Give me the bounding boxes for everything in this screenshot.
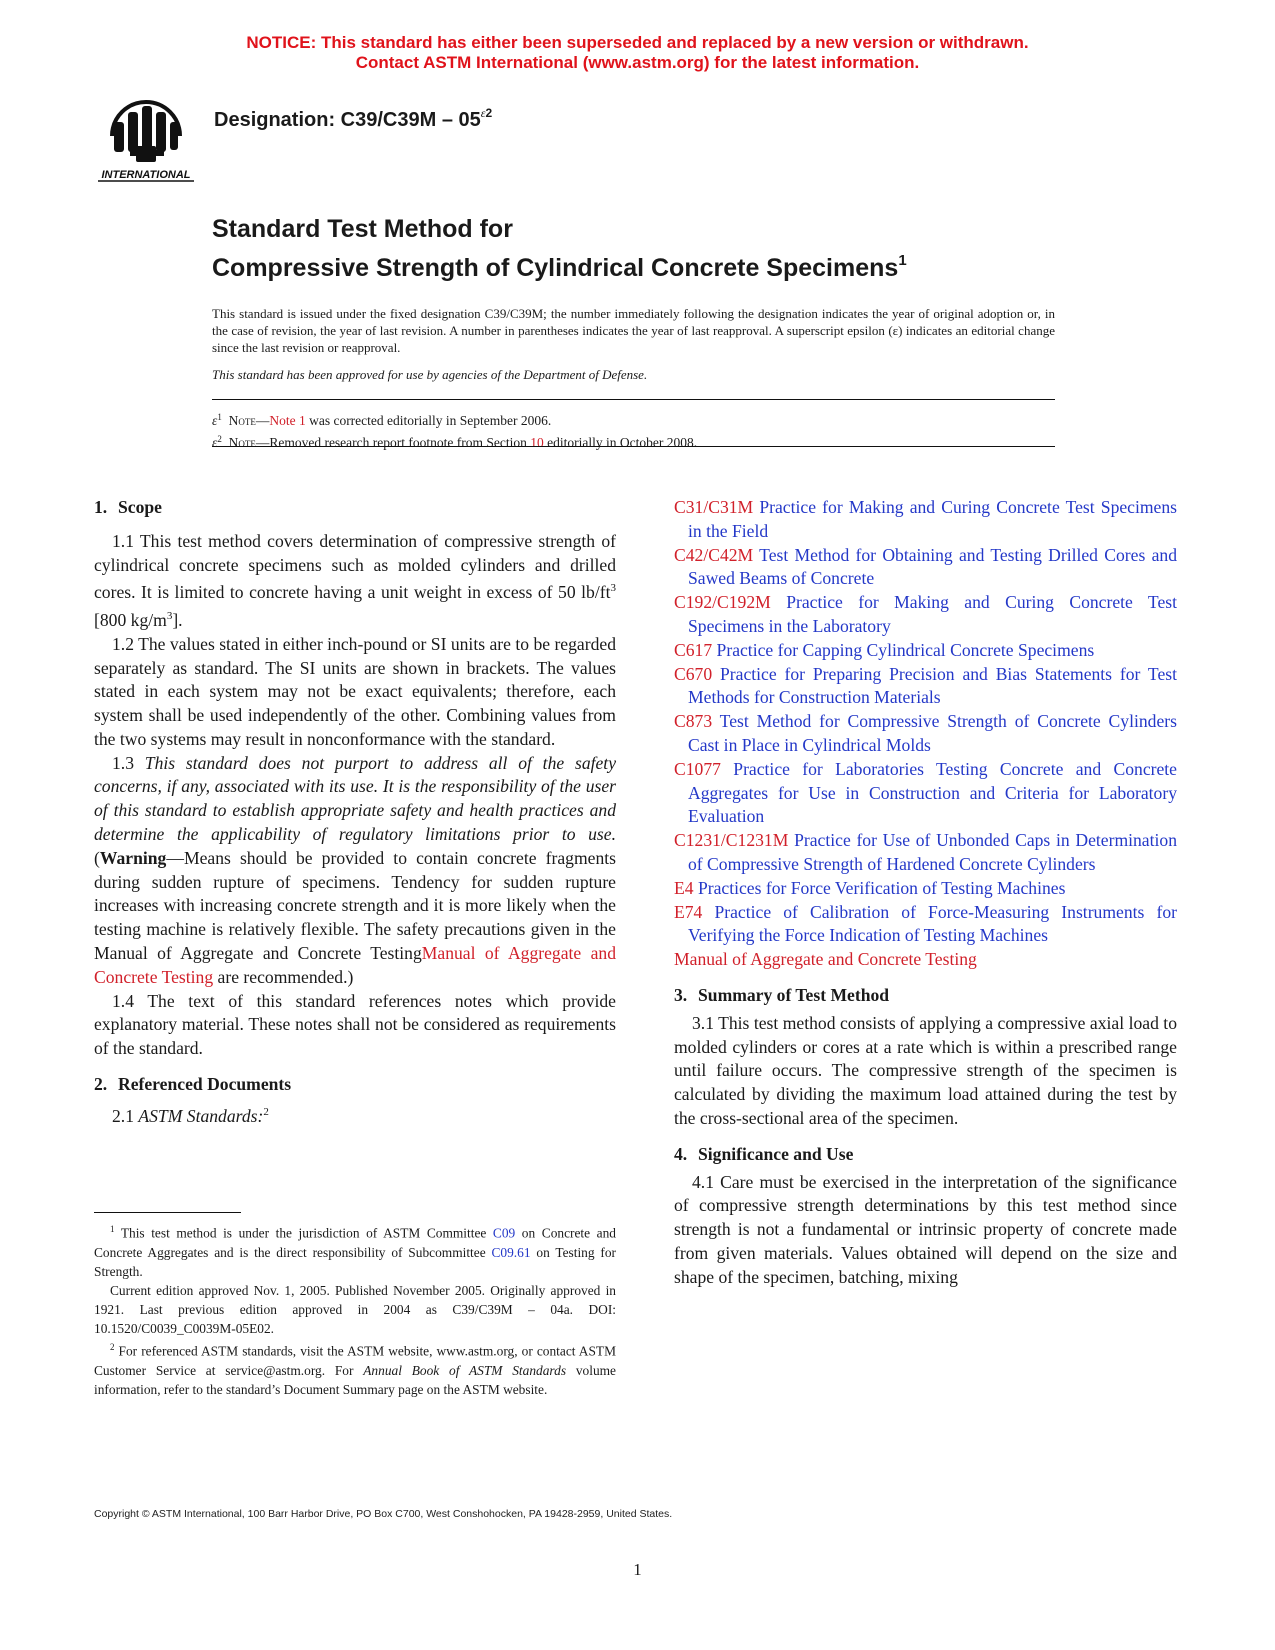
divider bbox=[212, 446, 1055, 447]
designation-label: Designation: C39/C39M – 05 bbox=[214, 109, 481, 131]
title-footnote-mark: 1 bbox=[898, 252, 907, 269]
astm-logo-icon bbox=[92, 88, 200, 188]
editorial-note-2: ε$^2$ Note—Removed research report footnote from Section 10 editorially in October 2008. bbox=[212, 434, 698, 450]
reference-item[interactable]: C192/C192M Practice for Making and Curing Concrete Test Specimens in the Laboratory bbox=[674, 592, 1177, 636]
paragraph-1-1: 1.1 This test method covers determination of compressive strength of cylindrical concrete specimens such as molded cylinders and drilled cores. It is limited to concrete having a unit weight in excess of 50 $lb/ft^3$ [800 $kg/m^3$]. bbox=[94, 530, 616, 630]
withdrawn-notice bbox=[0, 33, 1275, 73]
intro-paragraph: This standard is issued under the fixed designation C39/C39M; the number immediately following the designation indicates the year of original adoption or, in the case of revision, the year of last revision. A number in parentheses indicates the year of last reapproval. A superscript epsilon (ε) indicates an editorial change since the last revision or reapproval. bbox=[212, 306, 1055, 355]
reference-item[interactable]: C670 Practice for Preparing Precision and Bias Statements for Test Methods for Construction Materials bbox=[674, 663, 1177, 708]
editorial-note-1: ε$^1$ Note—Note 1 was corrected editorially in September 2006. bbox=[212, 412, 552, 428]
logo-wordmark: INTERNATIONAL bbox=[101, 169, 191, 181]
reference-item[interactable]: C42/C42M Test Method for Obtaining and Testing Drilled Cores and Sawed Beams of Concrete bbox=[674, 544, 1177, 589]
notice-line-1: NOTICE: This standard has either been superseded and replaced by a new version or withdrawn. bbox=[246, 33, 1029, 52]
subcommittee-link[interactable]: C09.61 bbox=[491, 1244, 531, 1260]
issuance-statement bbox=[212, 305, 1055, 383]
divider bbox=[212, 399, 1055, 400]
notice-line-2: Contact ASTM International (www.astm.org) for the latest information. bbox=[355, 53, 920, 72]
footnotes bbox=[94, 1220, 616, 1399]
designation bbox=[214, 106, 492, 132]
footnote-1-edition: Current edition approved Nov. 1, 2005. Published November 2005. Originally approved in 1921. Last previous edition approved in 2004 as C39/C39M – 04a. DOI: 10.1520/C0039_C0039M-05E02. bbox=[94, 1282, 616, 1336]
reference-item[interactable]: C617 Practice for Capping Cylindrical Concrete Specimens bbox=[674, 639, 1095, 660]
copyright-line: Copyright © ASTM International, 100 Barr Harbor Drive, PO Box C700, West Conshohocken, PA 19428-2959, United States. bbox=[94, 1508, 673, 1520]
section-heading-summary: 3. Summary of Test Method bbox=[674, 984, 890, 1005]
section-10-link[interactable]: 10 bbox=[530, 435, 544, 450]
reference-item[interactable]: C873 Test Method for Compressive Strength of Concrete Cylinders Cast in Place in Cylindrical Molds bbox=[674, 711, 1177, 755]
page-number: 1 bbox=[633, 1560, 642, 1579]
reference-item[interactable]: C1077 Practice for Laboratories Testing Concrete and Concrete Aggregates for Use in Construction and Criteria for Laboratory Evaluation bbox=[674, 758, 1177, 827]
note-1-link[interactable]: Note 1 bbox=[269, 413, 306, 428]
astm-international-logo bbox=[92, 88, 200, 188]
footnote-2: $^2$ For referenced ASTM standards, visit the ASTM website, www.astm.org, or contact ASTM Customer Service at service@astm.org. For Annual Book of ASTM Standards volume information, refer to the standard’s Document Summary page on the ASTM website. bbox=[94, 1342, 616, 1397]
title-line-2: Compressive Strength of Cylindrical Concrete Specimens$^1$ bbox=[212, 252, 907, 282]
reference-item[interactable]: E4 Practices for Force Verification of Testing Machines bbox=[674, 877, 1066, 898]
reference-item[interactable]: C31/C31M Practice for Making and Curing Concrete Test Specimens in the Field bbox=[674, 497, 1178, 541]
paragraph-2-1: 2.1 ASTM Standards:$^2$ bbox=[112, 1105, 269, 1126]
paragraph-1-4: 1.4 The text of this standard references notes which provide explanatory material. These notes shall not be considered as requirements of the standard. bbox=[94, 990, 616, 1059]
manual-reference-link[interactable]: Manual of Aggregate and Concrete Testing bbox=[674, 949, 977, 970]
right-column bbox=[674, 496, 1177, 1290]
footnote-1: $^1$ This test method is under the jurisdiction of ASTM Committee C09 on Concrete and Concrete Aggregates and is the direct responsibility of Subcommittee C09.61 on Testing for Strength. bbox=[94, 1224, 616, 1279]
designation-epsilon: ε2 bbox=[480, 106, 493, 120]
reference-list bbox=[674, 496, 1177, 972]
footnote-divider bbox=[94, 1212, 241, 1213]
reference-item[interactable]: C1231/C1231M Practice for Use of Unbonded Caps in Determination of Compressive Strength of Hardened Concrete Cylinders bbox=[674, 830, 1177, 874]
section-heading-referenced-documents: 2. Referenced Documents bbox=[94, 1074, 292, 1095]
section-heading-significance: 4. Significance and Use bbox=[674, 1143, 854, 1164]
manual-link[interactable]: Manual of Aggregate and Concrete Testing bbox=[94, 943, 616, 987]
paragraph-1-3: 1.3 This standard does not purport to address all of the safety concerns, if any, associated with its use. It is the responsibility of the user of this standard to establish appropriate safety and health practices and determine the applicability of regulatory limitations prior to use. (Warning—Means should be provided to contain concrete fragments during sudden rupture of specimens. Tendency for sudden rupture increases with increasing concrete strength and it is more likely when the testing machine is relatively flexible. The safety precautions given in the Manual of Aggregate and Concrete TestingManual of Aggregate and Concrete Testing are recommended.) bbox=[94, 752, 617, 987]
committee-c09-link[interactable]: C09 bbox=[492, 1225, 516, 1241]
paragraph-4-1: 4.1 Care must be exercised in the interpretation of the significance of compressive strength determinations by this test method since strength is not a fundamental or intrinsic property of concrete made from given materials. Values obtained will depend on the size and shape of the specimen, batching, mixing bbox=[674, 1171, 1177, 1287]
paragraph-3-1: 3.1 This test method consists of applying a compressive axial load to molded cylinders or cores at a rate which is within a prescribed range until failure occurs. The compressive strength of the specimen is calculated by dividing the maximum load attained during the test by the cross-sectional area of the specimen. bbox=[674, 1012, 1177, 1128]
title-line-1: Standard Test Method for bbox=[212, 215, 513, 243]
reference-item[interactable]: E74 Practice of Calibration of Force-Measuring Instruments for Verifying the Force Indication of Testing Machines bbox=[674, 901, 1178, 946]
paragraph-1-2: 1.2 The values stated in either inch-pound or SI units are to be regarded separately as standard. The SI units are shown in brackets. The values stated in each system may not be exact equivalents; therefore, each system shall be used independently of the other. Combining values from the two systems may result in nonconformance with the standard. bbox=[94, 633, 616, 749]
dod-approval-statement: This standard has been approved for use by agencies of the Department of Defense. bbox=[212, 367, 648, 382]
section-heading-scope: 1. Scope bbox=[94, 497, 162, 517]
left-column bbox=[94, 496, 616, 1129]
page-title bbox=[212, 214, 907, 284]
